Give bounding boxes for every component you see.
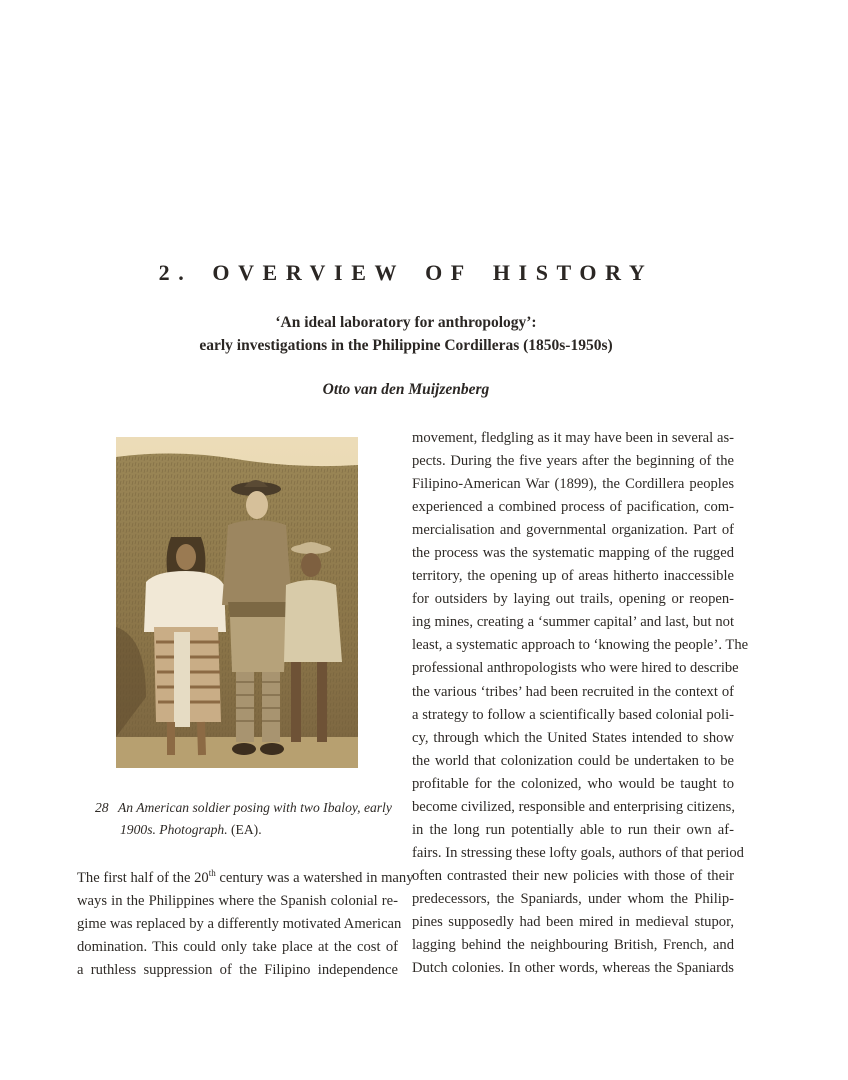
- text-line: for outsiders by laying out trails, opening or reopen-: [412, 591, 734, 608]
- caption-credit: (EA).: [231, 822, 262, 837]
- figure-number: 28: [95, 800, 109, 815]
- text-line: fairs. In stressing these lofty goals, authors of that period: [412, 844, 744, 861]
- body-text-left-column: [77, 867, 414, 982]
- photo-illustration: [116, 437, 358, 768]
- text-line: pines supposedly had been mired in medieval stupor,: [412, 913, 734, 930]
- historical-photograph: [116, 437, 358, 768]
- text-line: mercialisation and governmental organization. Part of: [412, 522, 734, 539]
- text-line: experienced a combined process of pacification, com-: [412, 499, 734, 516]
- text-line: lagging behind the neighbouring British, French, and: [412, 937, 734, 954]
- text-line: The first half of the 20th century was a watershed in many: [77, 868, 414, 886]
- figure-caption: [95, 797, 395, 841]
- body-text-right-column: [412, 427, 749, 980]
- article-subtitle: [0, 311, 812, 357]
- author-name: Otto van den Muijzenberg: [322, 381, 490, 398]
- text-line: become civilized, responsible and enterprising citizens,: [412, 798, 735, 815]
- text-line: gime was replaced by a differently motivated American: [77, 916, 402, 933]
- text-line: Dutch colonies. In other words, whereas the Spaniards: [412, 960, 734, 977]
- text-line: domination. This could only take place at the cost of: [77, 939, 398, 956]
- chapter-heading: [0, 260, 812, 286]
- text-line: professional anthropologists who were hired to describe: [412, 660, 739, 677]
- text-line: Filipino-American War (1899), the Cordillera peoples: [412, 476, 734, 493]
- text-line: often contrasted their new policies with those of their: [412, 867, 734, 884]
- text-line: ways in the Philippines where the Spanish colonial re-: [77, 893, 398, 910]
- subtitle-line-1: ‘An ideal laboratory for anthropology’:: [275, 314, 537, 331]
- subtitle-line-2: early investigations in the Philippine Cordilleras (1850s-1950s): [199, 337, 613, 354]
- caption-text-2: 1900s. Photograph.: [120, 822, 228, 837]
- text-line: the various ‘tribes’ had been recruited in the context of: [412, 683, 734, 700]
- superscript: th: [208, 868, 216, 878]
- text-line: the process was the systematic mapping of the rugged: [412, 545, 734, 562]
- text-line: a strategy to follow a scientifically based colonial poli-: [412, 706, 734, 723]
- text-line: cy, through which the United States intended to show: [412, 729, 734, 746]
- chapter-title-word: HISTORY: [492, 260, 654, 285]
- caption-text-1: An American soldier posing with two Ibaloy, early: [118, 800, 392, 815]
- chapter-number: 2.: [158, 260, 193, 285]
- chapter-title-word: OVERVIEW: [212, 260, 406, 285]
- text-line: a ruthless suppression of the Filipino independence: [77, 962, 398, 979]
- chapter-title-word: OF: [425, 260, 473, 285]
- text-line: ing mines, creating a ‘summer capital’ and last, but not: [412, 614, 734, 631]
- text-line: movement, fledgling as it may have been in several as-: [412, 430, 734, 446]
- text-line: pects. During the five years after the beginning of the: [412, 453, 734, 470]
- text-line: in the long run potentially able to run their own af-: [412, 821, 734, 838]
- text-line: the world that colonization could be undertaken to be: [412, 752, 734, 769]
- text-line: profitable for the colonized, who would be taught to: [412, 775, 734, 792]
- text-line: territory, the opening up of areas hitherto inaccessible: [412, 568, 734, 585]
- text-line: least, a systematic approach to ‘knowing the people’. The: [412, 637, 749, 654]
- text-line: predecessors, the Spaniards, under whom the Philip-: [412, 890, 734, 907]
